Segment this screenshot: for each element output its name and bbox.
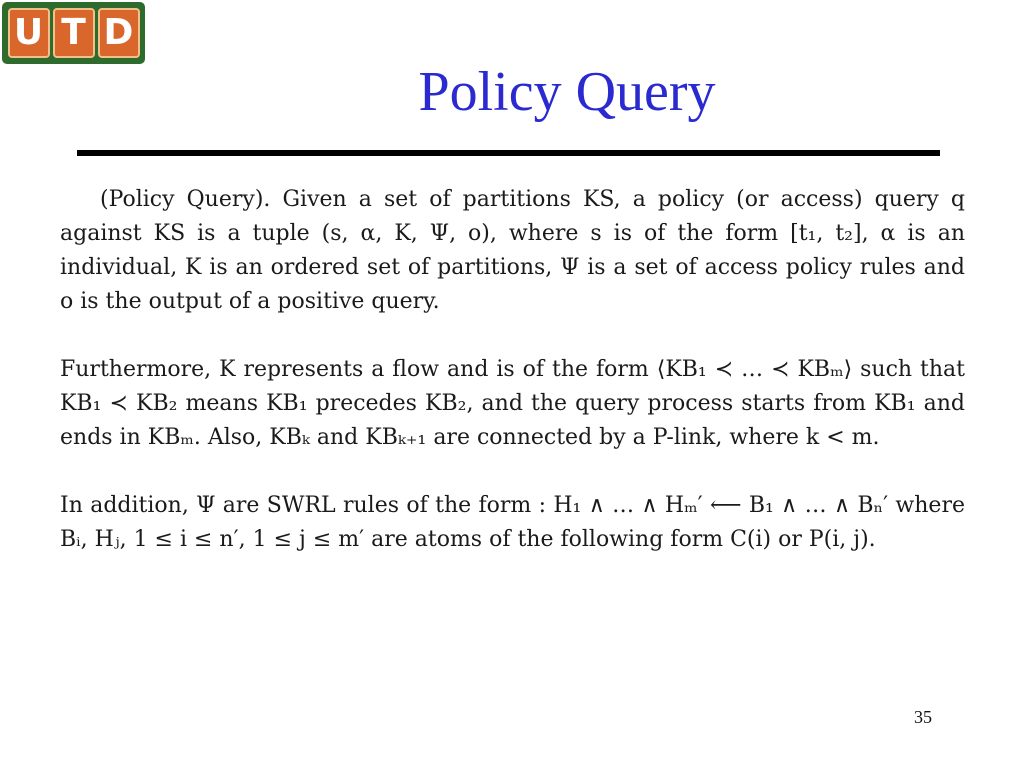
title-divider <box>77 150 940 156</box>
logo-letter-u: U <box>8 8 50 58</box>
logo-letter-t: T <box>53 8 95 58</box>
logo-letter-d: D <box>98 8 140 58</box>
paragraph-swrl: In addition, Ψ are SWRL rules of the form : H₁ ∧ … ∧ Hₘ′ ⟵ B₁ ∧ … ∧ Bₙ′ where Bᵢ, Hⱼ, 1 ≤ i ≤ n′, 1 ≤ j ≤ m′ are atoms of the following form C(i) or P(i, j). <box>60 493 965 552</box>
slide-title: Policy Query <box>418 61 716 123</box>
page-number: 35 <box>914 707 932 727</box>
slide-body <box>60 183 965 591</box>
utd-logo <box>2 2 145 64</box>
paragraph-flow: Furthermore, K represents a flow and is of the form ⟨KB₁ ≺ … ≺ KBₘ⟩ such that KB₁ ≺ KB₂ means KB₁ precedes KB₂, and the query process starts from KB₁ and ends in KBₘ. Also, KBₖ and KBₖ₊₁ are connected by a P-link, where k < m. <box>60 357 965 450</box>
paragraph-definition: (Policy Query). Given a set of partitions KS, a policy (or access) query q against KS is a tuple (s, α, K, Ψ, o), where s is of the form [t₁, t₂], α is an individual, K is an ordered set of partitions, Ψ is a set of access policy rules and o is the output of a positive query. <box>60 187 965 314</box>
